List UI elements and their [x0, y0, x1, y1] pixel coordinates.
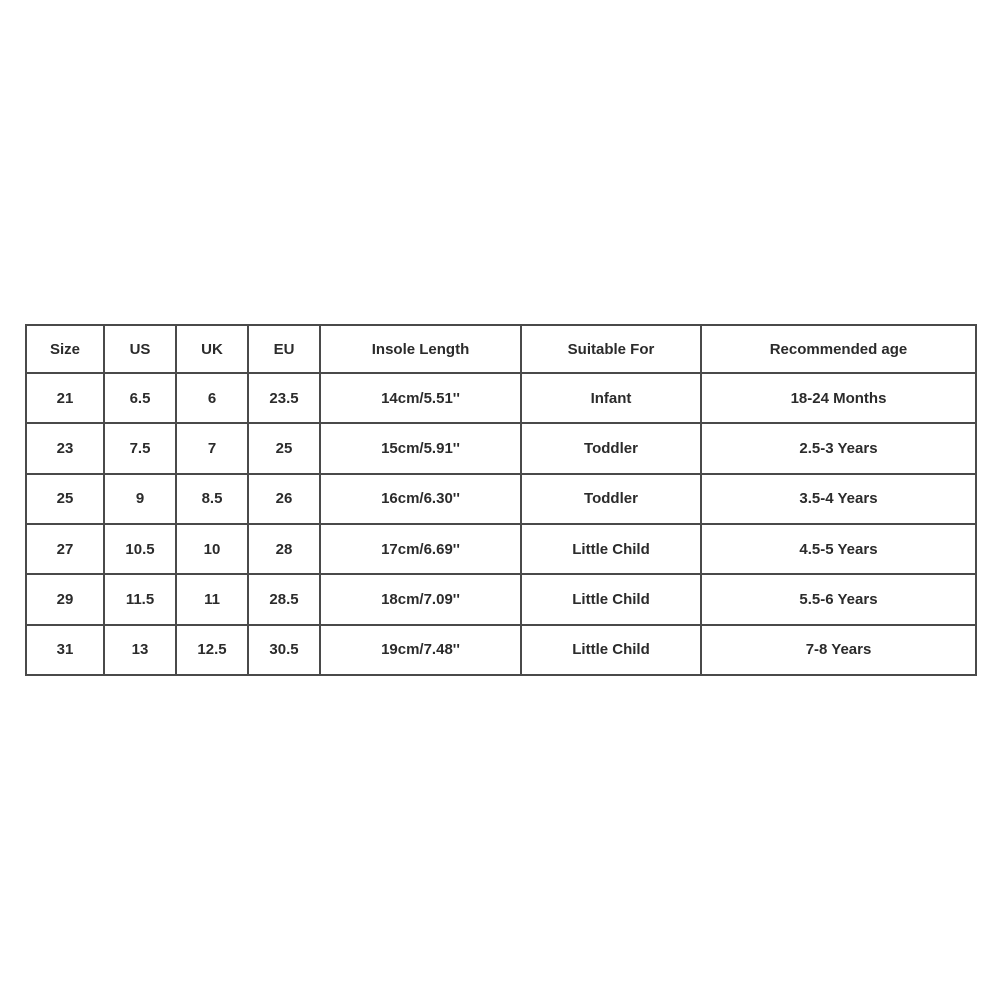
cell-suitable-for: Little Child — [521, 625, 701, 675]
cell-eu: 28 — [248, 524, 320, 574]
cell-uk: 10 — [176, 524, 248, 574]
cell-insole-length: 19cm/7.48'' — [320, 625, 521, 675]
cell-suitable-for: Little Child — [521, 574, 701, 624]
cell-uk: 6 — [176, 373, 248, 423]
cell-eu: 25 — [248, 423, 320, 473]
cell-recommended-age: 4.5-5 Years — [701, 524, 976, 574]
cell-size: 31 — [26, 625, 104, 675]
cell-us: 10.5 — [104, 524, 176, 574]
header-eu: EU — [248, 325, 320, 373]
header-suitable-for: Suitable For — [521, 325, 701, 373]
header-us: US — [104, 325, 176, 373]
cell-suitable-for: Toddler — [521, 423, 701, 473]
cell-us: 6.5 — [104, 373, 176, 423]
size-chart-table — [25, 324, 977, 676]
cell-uk: 12.5 — [176, 625, 248, 675]
cell-uk: 11 — [176, 574, 248, 624]
cell-insole-length: 18cm/7.09'' — [320, 574, 521, 624]
cell-eu: 30.5 — [248, 625, 320, 675]
cell-suitable-for: Infant — [521, 373, 701, 423]
cell-insole-length: 15cm/5.91'' — [320, 423, 521, 473]
header-recommended-age: Recommended age — [701, 325, 976, 373]
cell-recommended-age: 18-24 Months — [701, 373, 976, 423]
header-size: Size — [26, 325, 104, 373]
table-row — [26, 574, 976, 624]
table-row — [26, 524, 976, 574]
cell-us: 7.5 — [104, 423, 176, 473]
cell-eu: 28.5 — [248, 574, 320, 624]
table-row — [26, 423, 976, 473]
cell-size: 25 — [26, 474, 104, 524]
cell-us: 9 — [104, 474, 176, 524]
cell-us: 13 — [104, 625, 176, 675]
cell-recommended-age: 7-8 Years — [701, 625, 976, 675]
cell-insole-length: 17cm/6.69'' — [320, 524, 521, 574]
table-row — [26, 373, 976, 423]
cell-insole-length: 14cm/5.51'' — [320, 373, 521, 423]
cell-uk: 8.5 — [176, 474, 248, 524]
cell-insole-length: 16cm/6.30'' — [320, 474, 521, 524]
cell-eu: 26 — [248, 474, 320, 524]
header-uk: UK — [176, 325, 248, 373]
table-row — [26, 625, 976, 675]
cell-uk: 7 — [176, 423, 248, 473]
header-row — [26, 325, 976, 373]
table-row — [26, 474, 976, 524]
cell-suitable-for: Toddler — [521, 474, 701, 524]
cell-recommended-age: 2.5-3 Years — [701, 423, 976, 473]
cell-us: 11.5 — [104, 574, 176, 624]
cell-recommended-age: 3.5-4 Years — [701, 474, 976, 524]
cell-size: 29 — [26, 574, 104, 624]
cell-suitable-for: Little Child — [521, 524, 701, 574]
cell-size: 27 — [26, 524, 104, 574]
cell-size: 23 — [26, 423, 104, 473]
cell-size: 21 — [26, 373, 104, 423]
header-insole-length: Insole Length — [320, 325, 521, 373]
cell-recommended-age: 5.5-6 Years — [701, 574, 976, 624]
cell-eu: 23.5 — [248, 373, 320, 423]
